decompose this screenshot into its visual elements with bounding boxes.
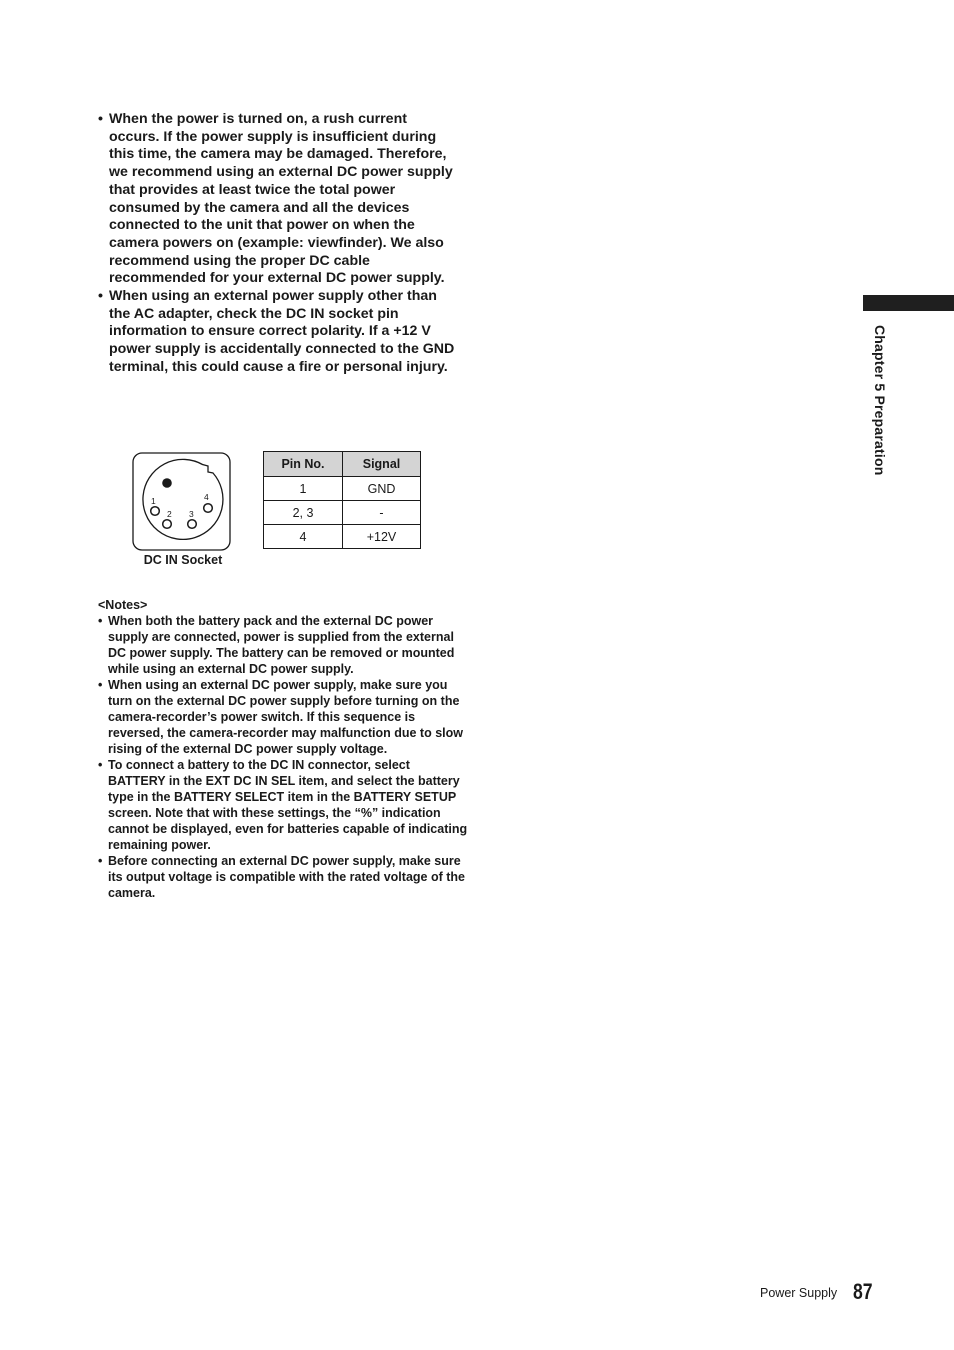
warning-item-rush-current: • When the power is turned on, a rush current occurs. If the power supply is insufficient during this time, the camera may be damaged. Therefore, we recommend using an external DC power supply that provides at least twice the total power consumed by the camera and all the devices connected to the unit that power on when the camera powers on (example: viewfinder). We also recommend using the proper DC cable recommended for your external DC power supply. bbox=[98, 111, 460, 288]
signal-cell: GND bbox=[343, 477, 421, 501]
notes-heading: <Notes> bbox=[98, 598, 148, 612]
table-row bbox=[264, 477, 421, 501]
socket-pin-3 bbox=[188, 520, 197, 529]
pin-cell: 1 bbox=[264, 477, 343, 501]
socket-pin-1 bbox=[151, 507, 160, 516]
socket-pin-label-1: 1 bbox=[151, 496, 156, 506]
list-item: • To connect a battery to the DC IN connector, select BATTERY in the EXT DC IN SEL item, and select the battery type in the BATTERY SELECT item in the BATTERY SETUP screen. Note that with these settings, the “%” indication cannot be displayed, even for batteries capable of indicating remaining power. bbox=[98, 757, 468, 853]
notes-section bbox=[98, 597, 468, 901]
socket-caption: DC IN Socket bbox=[143, 553, 223, 567]
notes-list bbox=[98, 613, 468, 901]
list-item: • When both the battery pack and the external DC power supply are connected, power is supplied from the external DC power supply. The battery can be removed or mounted while using an external DC power supply. bbox=[98, 613, 468, 677]
socket-pin-4 bbox=[204, 504, 213, 513]
list-item: • Before connecting an external DC power supply, make sure its output voltage is compatible with the rated voltage of the camera. bbox=[98, 853, 468, 901]
pin-table-header-pin: Pin No. bbox=[264, 452, 343, 477]
pin-cell: 4 bbox=[264, 525, 343, 549]
chapter-label: Chapter 5 Preparation bbox=[872, 325, 888, 476]
table-row bbox=[264, 501, 421, 525]
socket-pin-label-2: 2 bbox=[167, 509, 172, 519]
table-row bbox=[264, 525, 421, 549]
list-item: • When using an external DC power supply, make sure you turn on the external DC power supply before turning on the camera-recorder’s power switch. If this sequence is reversed, the camera-recorder may malfunction due to slow rising of the external DC power supply voltage. bbox=[98, 677, 468, 757]
signal-cell: - bbox=[343, 501, 421, 525]
socket-housing bbox=[133, 453, 230, 550]
chapter-tab-bar bbox=[863, 295, 954, 311]
pin-table bbox=[263, 451, 421, 549]
pin-table-header-row bbox=[264, 452, 421, 477]
signal-cell: +12V bbox=[343, 525, 421, 549]
dc-in-socket-diagram bbox=[132, 452, 232, 552]
socket-pin-label-4: 4 bbox=[204, 492, 209, 502]
page-number: 87 bbox=[853, 1279, 873, 1304]
socket-pin-2 bbox=[163, 520, 172, 529]
footer-section-title: Power Supply bbox=[760, 1286, 838, 1300]
dc-in-socket-drawing bbox=[132, 452, 232, 552]
socket-pin-label-3: 3 bbox=[189, 509, 194, 519]
socket-key-dot bbox=[162, 478, 172, 488]
warning-list bbox=[98, 111, 460, 377]
pin-table-header-signal: Signal bbox=[343, 452, 421, 477]
pin-cell: 2, 3 bbox=[264, 501, 343, 525]
warning-item-polarity: • When using an external power supply other than the AC adapter, check the DC IN socket pin information to ensure correct polarity. If a +12 V power supply is accidentally connected to the GND terminal, this could cause a fire or personal injury. bbox=[98, 288, 460, 377]
